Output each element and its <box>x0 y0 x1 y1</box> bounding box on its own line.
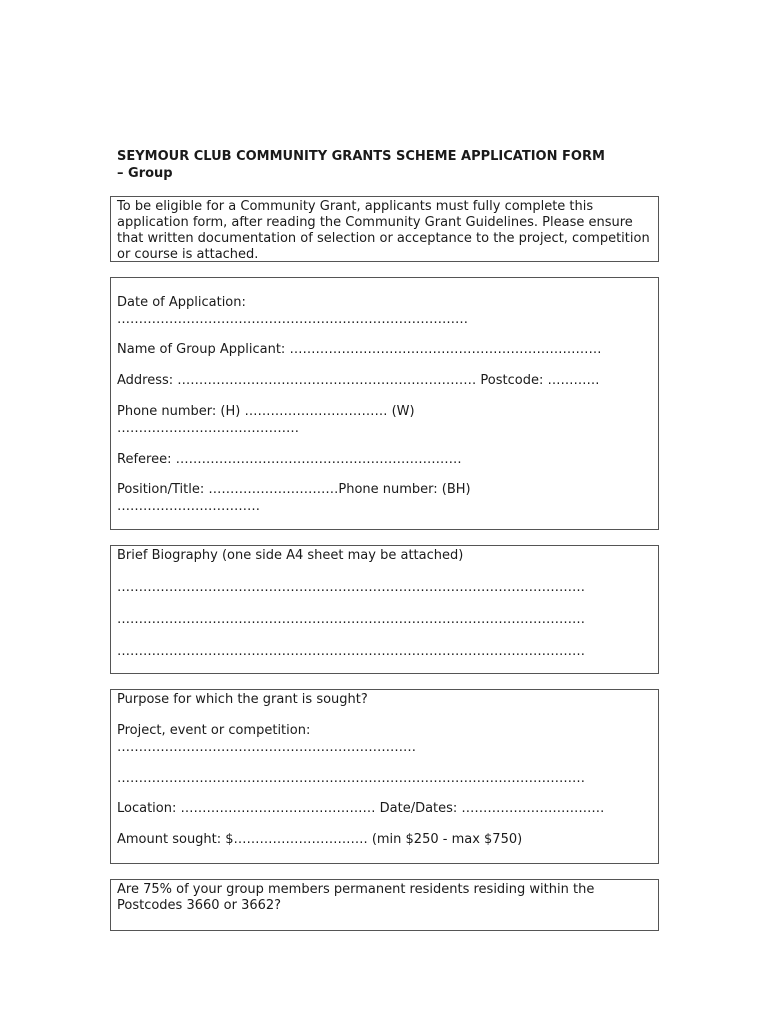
biography-label: Brief Biography (one side A4 sheet may be attached) <box>117 548 464 563</box>
biography-line-2[interactable]: ……………………………………………………………………………………………… <box>117 612 585 627</box>
position-title-field[interactable]: Position/Title: …………………………Phone number: (BH) <box>117 482 471 497</box>
project-event-label: Project, event or competition: <box>117 723 311 738</box>
address-postcode-field[interactable]: Address: …………………………………………………………… Postcode: ………… <box>117 373 600 388</box>
biography-line-1[interactable]: ……………………………………………………………………………………………… <box>117 580 585 595</box>
date-of-application-field[interactable]: ……………………………………………………………………… <box>117 312 468 327</box>
date-of-application-label: Date of Application: <box>117 295 246 310</box>
residency-box <box>110 879 659 931</box>
biography-box <box>110 545 659 674</box>
purpose-label: Purpose for which the grant is sought? <box>117 692 368 707</box>
biography-line-3[interactable]: ……………………………………………………………………………………………… <box>117 644 585 659</box>
form-title <box>117 148 677 182</box>
purpose-box <box>110 689 659 864</box>
business-phone-field[interactable]: …………………………… <box>117 499 260 514</box>
location-date-field[interactable]: Location: ……………………………………… Date/Dates: …………………………… <box>117 801 605 816</box>
form-title-line2: – Group <box>117 166 173 181</box>
project-event-field[interactable]: …………………………………………………………… <box>117 740 416 755</box>
intro-box <box>110 196 659 262</box>
project-event-field-2[interactable]: ……………………………………………………………………………………………… <box>117 771 585 786</box>
phone-number-field[interactable]: Phone number: (H) …………………………… (W) <box>117 404 415 419</box>
form-title-line1: SEYMOUR CLUB COMMUNITY GRANTS SCHEME APPLICATION FORM <box>117 149 605 164</box>
applicant-details-box <box>110 277 659 530</box>
referee-field[interactable]: Referee: ………………………………………………………… <box>117 452 462 467</box>
intro-text: To be eligible for a Community Grant, applicants must fully complete this application form, after reading the Community Grant Guidelines. Please ensure that written documentation of selection or acceptance to the project, competition or course is attached. <box>117 199 650 262</box>
residency-question: Are 75% of your group members permanent residents residing within the Postcodes 3660 or 3662? <box>117 882 595 913</box>
amount-sought-field[interactable]: Amount sought: $…………………………. (min $250 - max $750) <box>117 832 523 847</box>
phone-number-work-field[interactable]: …………………………………… <box>117 421 299 436</box>
group-applicant-name-field[interactable]: Name of Group Applicant: ……………………………………………………………… <box>117 342 602 357</box>
